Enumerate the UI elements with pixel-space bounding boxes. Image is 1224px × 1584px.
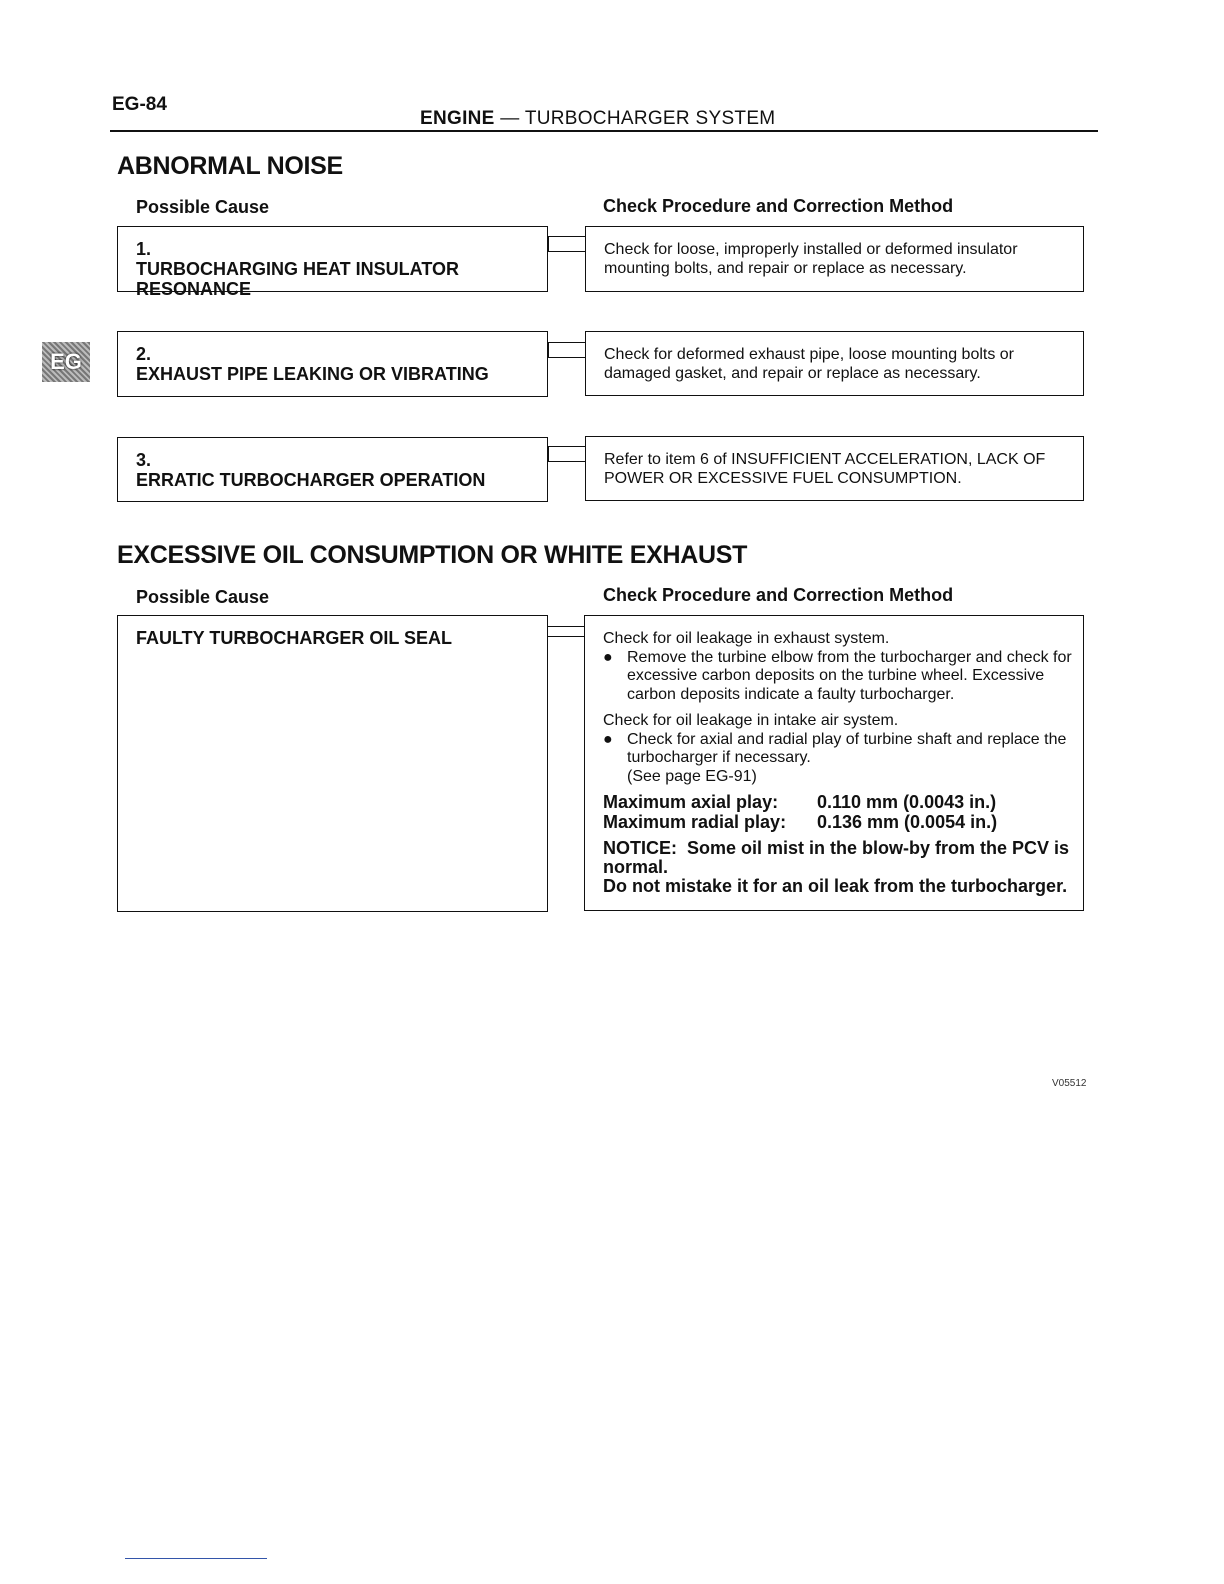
figure-code: V05512 [1052,1078,1087,1089]
spec-label: Maximum radial play: [603,812,787,832]
side-tab-eg: EG [42,342,90,382]
cause-text: EXHAUST PIPE LEAKING OR VIBRATING [136,364,489,384]
oil-check-header: Check Procedure and Correction Method [603,585,954,605]
bottom-rule [125,1558,267,1559]
cause-text: TURBOCHARGING HEAT INSULATOR RESONANCE [136,259,459,299]
connector-3 [548,446,585,462]
abnormal-noise-check-header: Check Procedure and Correction Method [603,196,954,216]
section-separator: — [500,108,520,129]
check-text: Check for deformed exhaust pipe, loose mounting bolts or damaged gasket, and repair or replace as necessary. [604,346,1015,382]
cause-number: 3. [136,450,152,470]
spec-axial-play [603,792,1079,812]
spec-value: 0.136 mm (0.0054 in.) [817,812,998,832]
check-box-2 [585,331,1084,396]
bullet-text: Remove the turbine elbow from the turbocharger and check for excessive carbon deposits on the turbine wheel. Excessive carbon deposits indicate a faulty turbocharger. [627,648,1072,703]
spec-value: 0.110 mm (0.0043 in.) [817,792,997,812]
check-box-3 [585,436,1084,501]
bullet-text: Check for axial and radial play of turbine shaft and replace the turbocharger if necessary. [627,730,1067,766]
cause-box-2 [117,331,548,397]
page-number: EG-84 [112,94,167,115]
check-exhaust-text: Check for oil leakage in exhaust system. [603,630,890,647]
cause-box-1 [117,226,548,299]
oil-consumption-title: EXCESSIVE OIL CONSUMPTION OR WHITE EXHAUST [117,541,748,569]
bullet-item-exhaust [603,649,1079,705]
spec-label: Maximum axial play: [603,792,779,812]
bullet-icon: ● [603,730,613,748]
oil-cause-header: Possible Cause [136,587,270,607]
bullet-item-intake [603,731,1079,768]
cause-text: FAULTY TURBOCHARGER OIL SEAL [136,628,453,648]
connector-oil [547,626,585,637]
header-rule [110,130,1098,132]
abnormal-noise-title: ABNORMAL NOISE [117,152,343,180]
check-text: Check for loose, improperly installed or deformed insulator mounting bolts, and repair or replace as necessary. [604,241,1018,277]
check-box-1 [585,226,1084,292]
spec-radial-play [603,812,1079,832]
check-intake-text: Check for oil leakage in intake air system. [603,712,899,729]
bullet-icon: ● [603,648,613,666]
notice [603,839,1079,896]
notice-text-2: Do not mistake it for an oil leak from the turbocharger. [603,876,1068,896]
cause-box-oil-seal [117,615,548,912]
notice-text: Some oil mist in the blow-by from the PCV is normal. [603,838,1070,877]
connector-1 [548,236,585,252]
cause-box-3 [117,437,548,502]
cause-text: ERRATIC TURBOCHARGER OPERATION [136,470,486,490]
see-page-reference: (See page EG-91) [627,767,757,785]
notice-label: NOTICE: [603,838,677,858]
cause-number: 2. [136,344,152,364]
section-main: ENGINE [420,108,495,129]
section-sub: TURBOCHARGER SYSTEM [524,108,776,129]
check-text: Refer to item 6 of INSUFFICIENT ACCELERATION, LACK OF POWER OR EXCESSIVE FUEL CONSUMPTION. [604,451,1046,487]
section-header [420,108,775,130]
abnormal-noise-cause-header: Possible Cause [136,197,270,217]
check-box-oil-seal [584,615,1084,911]
cause-number: 1. [136,239,152,259]
connector-2 [548,342,585,358]
